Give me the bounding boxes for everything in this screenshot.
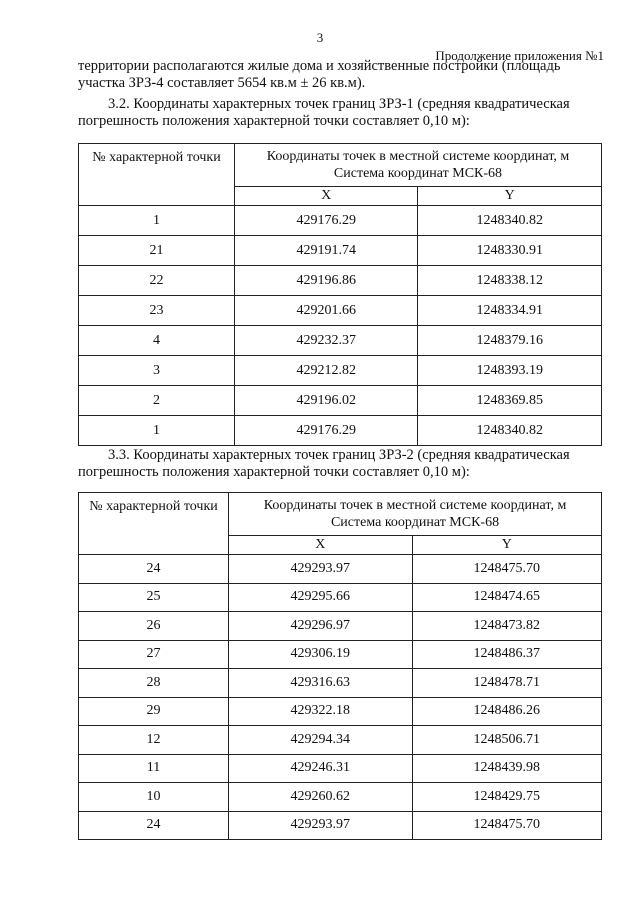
point-cell: 28 <box>79 669 229 698</box>
table-row <box>79 236 602 266</box>
point-cell: 11 <box>79 754 229 783</box>
point-cell: 3 <box>79 356 235 386</box>
x-cell: 429294.34 <box>229 726 412 755</box>
table-row <box>79 754 602 783</box>
point-cell: 22 <box>79 266 235 296</box>
section-3-2-heading-line-1: 3.2. Координаты характерных точек границ ЗРЗ-1 (средняя квадратическая <box>108 96 570 112</box>
coordinates-table-zrz-2 <box>78 492 602 840</box>
table-row <box>79 326 602 356</box>
header-coordinates-line-1: Координаты точек в местной системе координат, м <box>263 498 567 513</box>
header-x: X <box>229 536 412 555</box>
table-row <box>79 416 602 446</box>
point-cell: 26 <box>79 612 229 641</box>
point-cell: 21 <box>79 236 235 266</box>
header-x: X <box>234 187 417 206</box>
point-cell: 24 <box>79 811 229 840</box>
y-cell: 1248478.71 <box>412 669 601 698</box>
table-row <box>79 356 602 386</box>
table-row <box>79 583 602 612</box>
table-row <box>79 811 602 840</box>
point-cell: 23 <box>79 296 235 326</box>
table-row <box>79 783 602 812</box>
header-coordinates <box>234 144 601 187</box>
y-cell: 1248473.82 <box>412 612 601 641</box>
point-cell: 12 <box>79 726 229 755</box>
x-cell: 429295.66 <box>229 583 412 612</box>
intro-line-1: территории располагаются жилые дома и хозяйственные постройки (площадь <box>78 58 561 74</box>
header-coordinates-line-1: Координаты точек в местной системе координат, м <box>266 149 570 164</box>
table-row <box>79 669 602 698</box>
y-cell: 1248486.26 <box>412 697 601 726</box>
x-cell: 429296.97 <box>229 612 412 641</box>
table-row <box>79 555 602 584</box>
x-cell: 429201.66 <box>234 296 417 326</box>
page-number: 3 <box>316 30 324 45</box>
y-cell: 1248393.19 <box>418 356 602 386</box>
y-cell: 1248474.65 <box>412 583 601 612</box>
section-3-3-heading-line-2: погрешность положения характерной точки составляет 0,10 м): <box>78 464 470 480</box>
x-cell: 429293.97 <box>229 555 412 584</box>
y-cell: 1248340.82 <box>418 206 602 236</box>
intro-paragraph <box>78 58 606 92</box>
table-2-body <box>79 555 602 840</box>
y-cell: 1248338.12 <box>418 266 602 296</box>
point-cell: 27 <box>79 640 229 669</box>
header-coordinates <box>229 493 602 536</box>
header-y: Y <box>412 536 601 555</box>
x-cell: 429246.31 <box>229 754 412 783</box>
x-cell: 429260.62 <box>229 783 412 812</box>
table-row <box>79 726 602 755</box>
x-cell: 429176.29 <box>234 206 417 236</box>
x-cell: 429176.29 <box>234 416 417 446</box>
point-cell: 1 <box>79 206 235 236</box>
table-row <box>79 296 602 326</box>
header-coordinates-line-2: Система координат МСК-68 <box>330 515 500 530</box>
section-3-3-heading-line-1: 3.3. Координаты характерных точек границ ЗРЗ-2 (средняя квадратическая <box>108 447 570 463</box>
y-cell: 1248506.71 <box>412 726 601 755</box>
x-cell: 429293.97 <box>229 811 412 840</box>
x-cell: 429196.02 <box>234 386 417 416</box>
y-cell: 1248439.98 <box>412 754 601 783</box>
y-cell: 1248475.70 <box>412 555 601 584</box>
x-cell: 429322.18 <box>229 697 412 726</box>
table-1-body <box>79 206 602 446</box>
point-cell: 4 <box>79 326 235 356</box>
intro-line-2: участка ЗРЗ-4 составляет 5654 кв.м ± 26 кв.м). <box>78 75 366 91</box>
x-cell: 429232.37 <box>234 326 417 356</box>
y-cell: 1248369.85 <box>418 386 602 416</box>
x-cell: 429196.86 <box>234 266 417 296</box>
x-cell: 429316.63 <box>229 669 412 698</box>
header-coordinates-line-2: Система координат МСК-68 <box>333 166 503 181</box>
header-point-number: № характерной точки <box>79 144 235 206</box>
section-3-3-heading <box>78 447 606 481</box>
y-cell: 1248330.91 <box>418 236 602 266</box>
point-cell: 2 <box>79 386 235 416</box>
table-row <box>79 612 602 641</box>
header-y: Y <box>418 187 602 206</box>
point-cell: 24 <box>79 555 229 584</box>
table-row <box>79 697 602 726</box>
y-cell: 1248429.75 <box>412 783 601 812</box>
appendix-note: Продолжение приложения №1 <box>435 48 604 63</box>
point-cell: 1 <box>79 416 235 446</box>
section-3-2-heading <box>78 96 606 130</box>
y-cell: 1248340.82 <box>418 416 602 446</box>
x-cell: 429191.74 <box>234 236 417 266</box>
x-cell: 429306.19 <box>229 640 412 669</box>
point-cell: 25 <box>79 583 229 612</box>
table-row <box>79 640 602 669</box>
section-3-2-heading-line-2: погрешность положения характерной точки составляет 0,10 м): <box>78 113 470 129</box>
point-cell: 29 <box>79 697 229 726</box>
point-cell: 10 <box>79 783 229 812</box>
coordinates-table-zrz-1 <box>78 143 602 446</box>
y-cell: 1248486.37 <box>412 640 601 669</box>
table-row <box>79 266 602 296</box>
header-point-number: № характерной точки <box>79 493 229 555</box>
y-cell: 1248475.70 <box>412 811 601 840</box>
x-cell: 429212.82 <box>234 356 417 386</box>
table-row <box>79 386 602 416</box>
y-cell: 1248334.91 <box>418 296 602 326</box>
y-cell: 1248379.16 <box>418 326 602 356</box>
table-row <box>79 206 602 236</box>
